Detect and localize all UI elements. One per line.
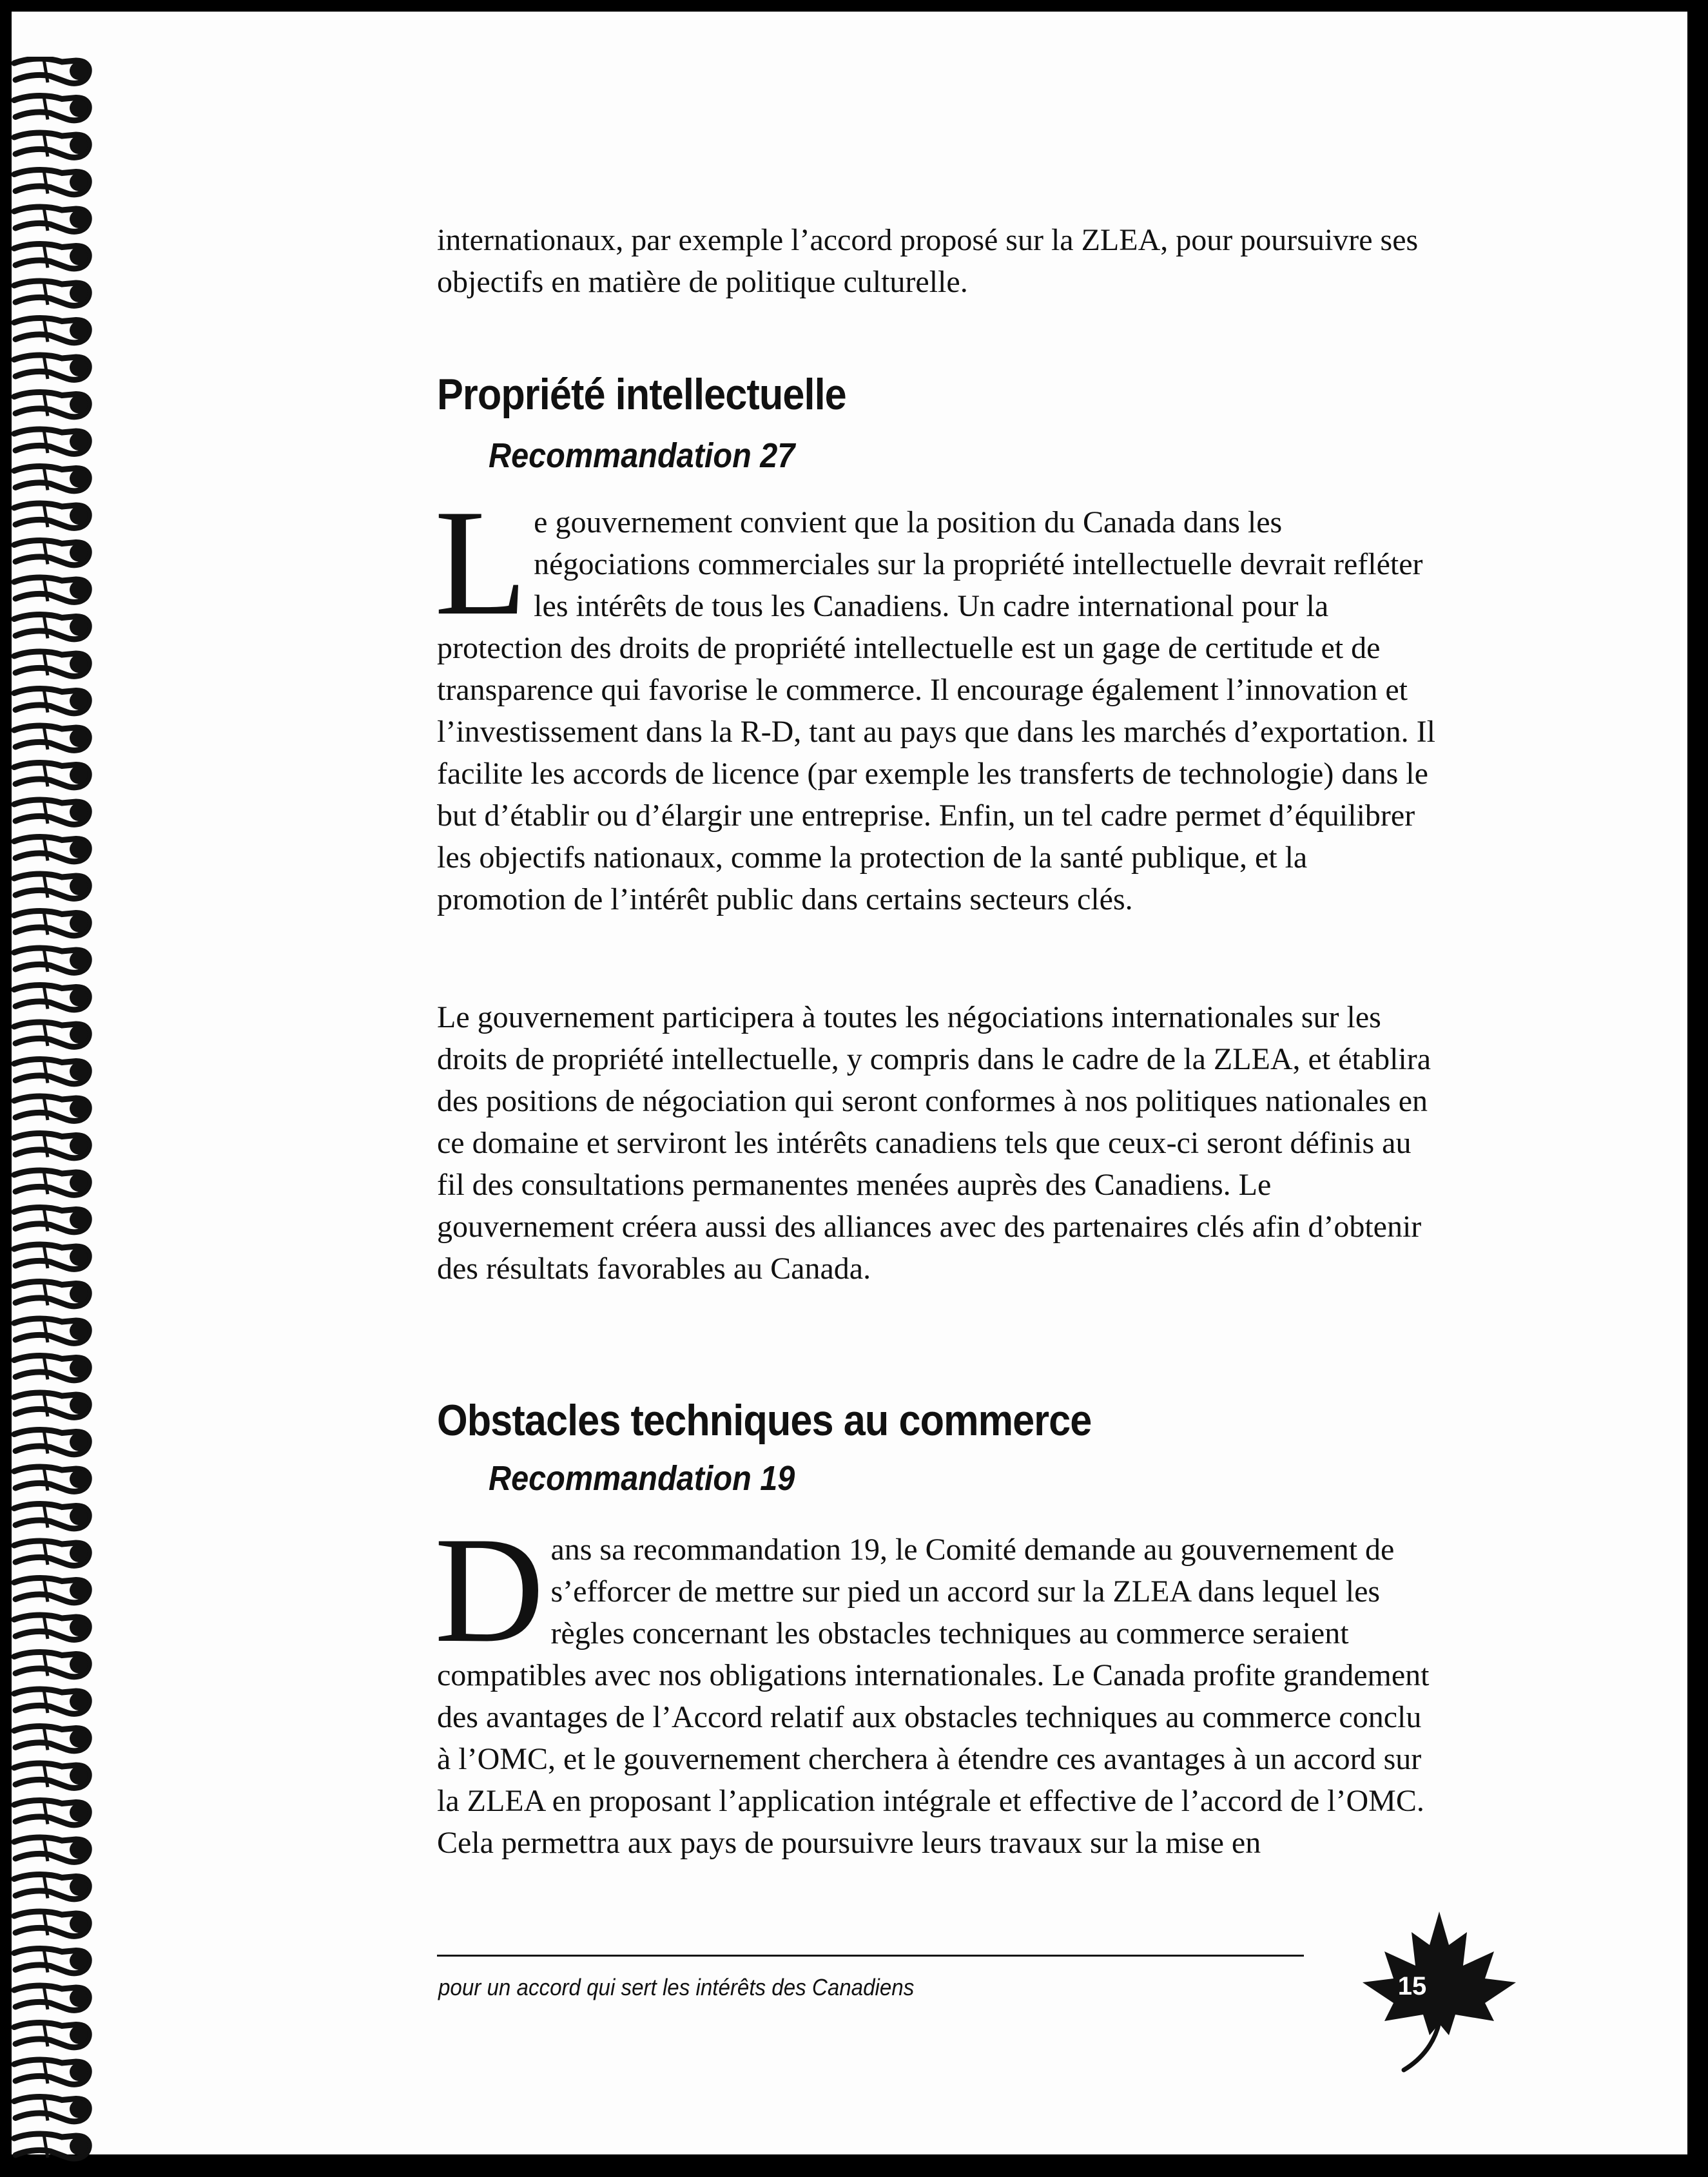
subheading-recommandation-19: Recommandation 19 <box>489 1459 795 1498</box>
footer-rule <box>437 1955 1304 1957</box>
continuation-paragraph: internationaux, par exemple l’accord proposé sur la ZLEA, pour poursuivre ses objectifs en matière de politique culturelle. <box>437 223 1419 299</box>
page-number: 15 <box>1397 1972 1427 2000</box>
footer-text: pour un accord qui sert les intérêts des Canadiens <box>438 1974 915 2000</box>
section1-paragraph-1-text: e gouvernement convient que la position du Canada dans les négociations commerciales sur la propriété intellectuelle devrait refléter les intérêts de tous les Canadiens. Un cadre international pour la protection des droits de propriété intellectuelle est un gage de certitude et de transparence qui favorise le commerce. Il encourage également l’innovation et l’investissement dans la R-D, tant au pays que dans les marchés d’exportation. Il facilite les accords de licence (par exemple les transferts de technologie) dans le but d’établir ou d’élargir une entreprise. Enfin, un tel cadre permet d’équilibrer les objectifs nationaux, comme la protection de la santé publique, et la promotion de l’intérêt public dans certains secteurs clés. <box>437 505 1435 916</box>
section2-paragraph-1 <box>434 1506 1442 1864</box>
spiral-binding <box>12 57 95 2177</box>
drop-cap-l: L <box>434 479 528 647</box>
heading-propriete-intellectuelle: Propriété intellectuelle <box>437 370 846 419</box>
section2-paragraph-1-text: ans sa recommandation 19, le Comité demande au gouvernement de s’efforcer de mettre sur pied un accord sur la ZLEA dans lequel les règles concernant les obstacles techniques au commerce seraient compatibles avec nos obligations internationales. Le Canada profite grandement des avantages de l’Accord relatif aux obstacles techniques au commerce conclu à l’OMC, et le gouvernement cherchera à étendre ces avantages à un accord sur la ZLEA en proposant l’application intégrale et effective de l’accord de l’OMC. Cela permettra aux pays de poursuivre leurs travaux sur la mise en <box>437 1533 1430 1860</box>
subheading-recommandation-27: Recommandation 27 <box>489 436 795 475</box>
drop-cap-d: D <box>434 1506 545 1674</box>
maple-leaf-icon <box>1359 1906 1520 2074</box>
scanned-page <box>12 12 1687 2154</box>
section1-paragraph-2: Le gouvernement participera à toutes les négociations internationales sur les droits de propriété intellectuelle, y compris dans le cadre de la ZLEA, et établira des positions de négociation qui seront conformes à nos politiques nationales en ce domaine et serviront les intérêts canadiens tels que ceux-ci seront définis au fil des consultations permanentes menées auprès des Canadiens. Le gouvernement créera aussi des alliances avec des partenaires clés afin d’obtenir des résultats favorables au Canada. <box>437 1000 1431 1286</box>
heading-obstacles-techniques: Obstacles techniques au commerce <box>437 1396 1092 1445</box>
section1-paragraph-1 <box>434 479 1442 920</box>
